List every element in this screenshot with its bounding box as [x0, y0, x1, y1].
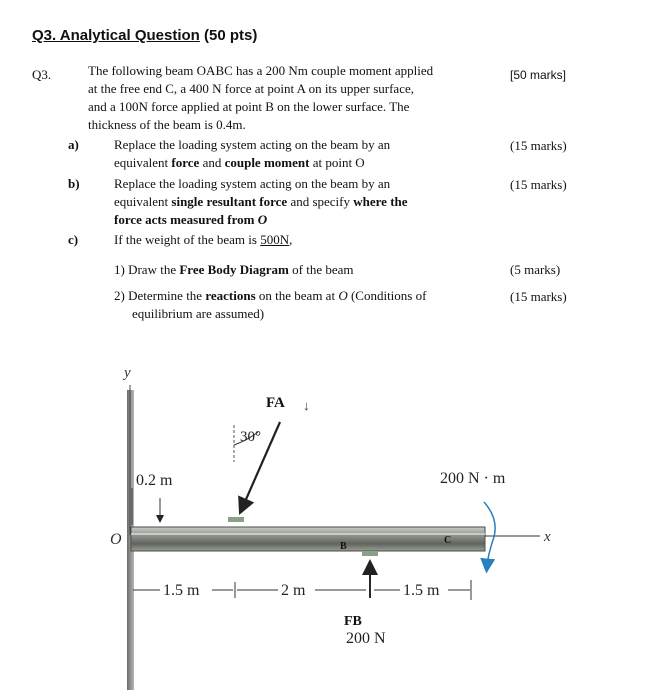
- couple-moment-arrow: [484, 502, 495, 566]
- part-b-marks: (15 marks): [510, 177, 567, 192]
- part-c-sub1: 1) Draw the Free Body Diagram of the beam: [114, 262, 354, 277]
- part-b-text: Replace the loading system acting on the beam by an equivalent single resultant force and specify where the force acts measured from O: [114, 176, 408, 227]
- force-fb-pad: [362, 551, 378, 556]
- dimension-3: 1.5 m: [403, 582, 440, 599]
- part-c-sub2-marks: (15 marks): [510, 289, 567, 304]
- question-number: Q3.: [32, 67, 52, 82]
- total-marks: [50 marks]: [510, 68, 567, 82]
- part-a-label: a): [68, 137, 79, 152]
- couple-moment-label: 200 N · m: [440, 470, 506, 487]
- beam: [131, 527, 485, 551]
- part-c-text: If the weight of the beam is 500N,: [114, 232, 293, 247]
- dimension-1: 1.5 m: [163, 582, 200, 599]
- force-fa-label: FA: [266, 395, 285, 411]
- force-fb-value: 200 N: [346, 630, 386, 647]
- force-fa-symbol: ↓: [303, 398, 310, 413]
- question-intro: The following beam OABC has a 200 Nm couple moment applied at the free end C, a 400 N force at point A on its upper surface, and a 100N force applied at point B on the lower surface. The thickness of the beam is 0.4m.: [88, 63, 434, 132]
- beam-diagram: [0, 350, 658, 700]
- part-b-label: b): [68, 176, 80, 191]
- dimension-2: 2 m: [281, 582, 306, 599]
- x-axis-label: x: [544, 529, 551, 545]
- y-axis-label: y: [124, 365, 131, 381]
- part-c-sub1-marks: (5 marks): [510, 262, 561, 277]
- angle-label: 30°: [240, 429, 261, 445]
- page-title: Q3. Analytical Question (50 pts): [32, 27, 258, 44]
- force-fb-label: FB: [344, 614, 362, 629]
- part-c-sub2: 2) Determine the reactions on the beam at O (Conditions of equilibrium are assumed): [114, 288, 427, 321]
- point-c-label: C: [444, 535, 452, 546]
- part-a-text: Replace the loading system acting on the beam by an equivalent force and couple moment at point O: [114, 137, 391, 170]
- force-fa-pad: [228, 517, 244, 522]
- thickness-label: 0.2 m: [136, 472, 173, 489]
- part-c-label: c): [68, 232, 79, 247]
- point-b-label: B: [340, 541, 347, 552]
- origin-label: O: [110, 531, 122, 548]
- part-a-marks: (15 marks): [510, 138, 567, 153]
